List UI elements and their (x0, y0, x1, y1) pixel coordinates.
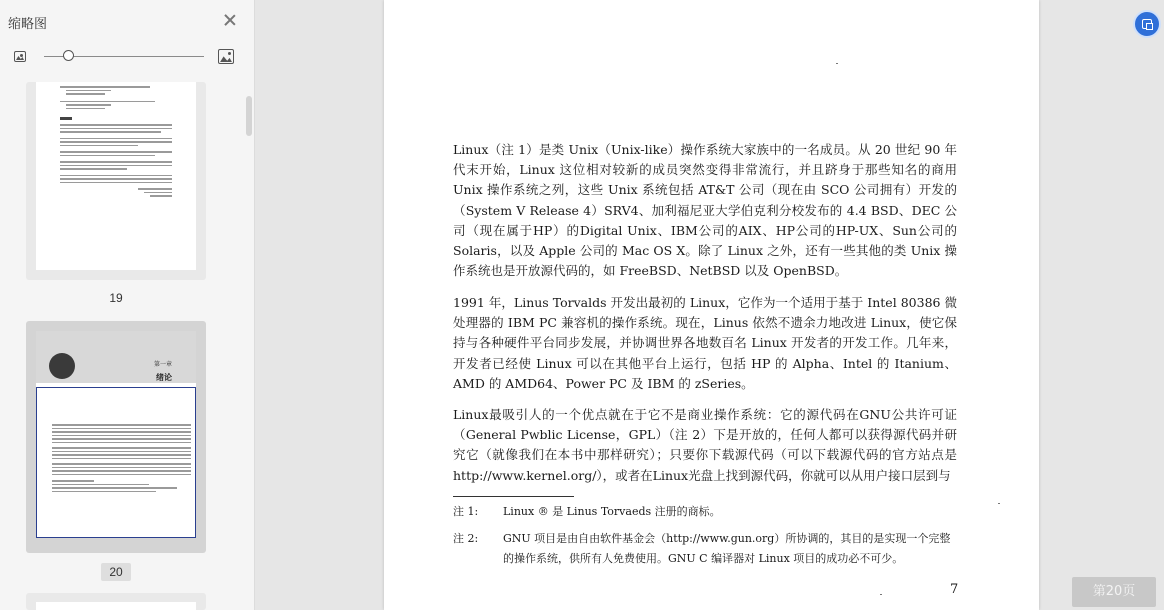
thumbnail-image (36, 82, 196, 270)
page-mark (836, 63, 838, 64)
paragraph-3: Linux最吸引人的一个优点就在于它不是商业操作系统：它的源代码在GNU公共许可证（General Pwblic License，GPL）（注 2）下是开放的，任何人都可以获得源代码并研究它（就像我们在本书中那样研究）；只要你下载源代码（可以下载源代码的官方站点是 http://www.kernel.org/），或者在Linux光盘上找到源代码，你就可以从用户接口层到与 (453, 407, 957, 483)
paragraph-2: 1991 年，Linus Torvalds 开发出最初的 Linux，它作为一个适用于基于 Intel 80386 微处理器的 IBM PC 兼容机的操作系统。现在，Linus 依然不遗余力地改进 Linux，使它保持与各种硬件平台同步发展，并协调世界各地数百名 Linux 开发者的开发工作。几年来，开发者已经使 Linux 可以在其他平台上运行，包括 HP 的 Alpha、Intel 的 Itanium、AMD 的 AMD64、Power PC 及 IBM 的 zSeries。 (453, 295, 957, 391)
float-tool-icon-inner (1146, 23, 1153, 30)
thumbnail-page-number: 19 (109, 291, 123, 305)
footnote-rule (453, 496, 574, 497)
image-large-icon[interactable] (218, 49, 234, 64)
page-mark (998, 503, 1000, 504)
chapter-banner (36, 331, 196, 383)
footnote-text: Linux ® 是 Linus Torvaeds 注册的商标。 (503, 505, 721, 518)
thumbnail-page-number: 20 (101, 563, 131, 581)
footnote-1 (453, 502, 957, 522)
footnote-2 (453, 529, 957, 569)
thumbnail-image (36, 602, 196, 610)
thumbnail-page-20[interactable] (26, 321, 206, 553)
penguin-image (49, 353, 75, 379)
footnote-text: GNU 项目是由自由软件基金会（http://www.gun.org）所协调的，其目的是实现一个完整的操作系统，供所有人免费使用。GNU C 编译器对 Linux 项目的成功必不可少。 (503, 532, 951, 565)
footnote-label: 注 2: (453, 532, 479, 545)
document-page (384, 0, 1039, 610)
page-indicator: 第20页 (1072, 577, 1156, 607)
thumbnail-page-19[interactable] (26, 82, 206, 312)
float-tool-button[interactable] (1133, 10, 1161, 38)
chapter-title: 绪论 (156, 373, 172, 382)
thumbnail-page-21[interactable] (26, 593, 206, 610)
chapter-number: 第一章 (154, 361, 173, 368)
paragraph-1: Linux（注 1）是类 Unix（Unix-like）操作系统大家族中的一名成员。从 20 世纪 90 年代末开始，Linux 这位相对较新的成员突然变得非常流行，并且跻身于那些知名的商用 Unix 操作系统之列，这些 Unix 系统包括 AT&T 公司（现在由 SCO 公司拥有）开发的（System V Release 4）SRV4、加利福尼亚大学伯克利分校发布的 4.4 BSD、DEC 公司（现在属于HP）的Digital Unix、IBM公司的AIX、HP公司的HP-UX、Sun公司的Solaris，以及 Apple 公司的 Mac OS X。除了 Linux 之外，还有一些其他的类 Unix 操作系统也是开放源代码的，如 FreeBSD、NetBSD 以及 OpenBSD。 (453, 142, 957, 279)
thumbnail-sidebar (0, 0, 255, 610)
zoom-slider-knob[interactable] (63, 50, 74, 61)
close-icon[interactable] (222, 12, 238, 28)
page-number: 7 (950, 582, 959, 597)
sidebar-scrollbar[interactable] (246, 96, 252, 136)
page-mark (880, 594, 882, 595)
footnote-label: 注 1: (453, 505, 479, 518)
thumbnail-image (36, 331, 196, 538)
sidebar-title: 缩略图 (8, 17, 48, 32)
image-small-icon[interactable] (14, 51, 26, 62)
